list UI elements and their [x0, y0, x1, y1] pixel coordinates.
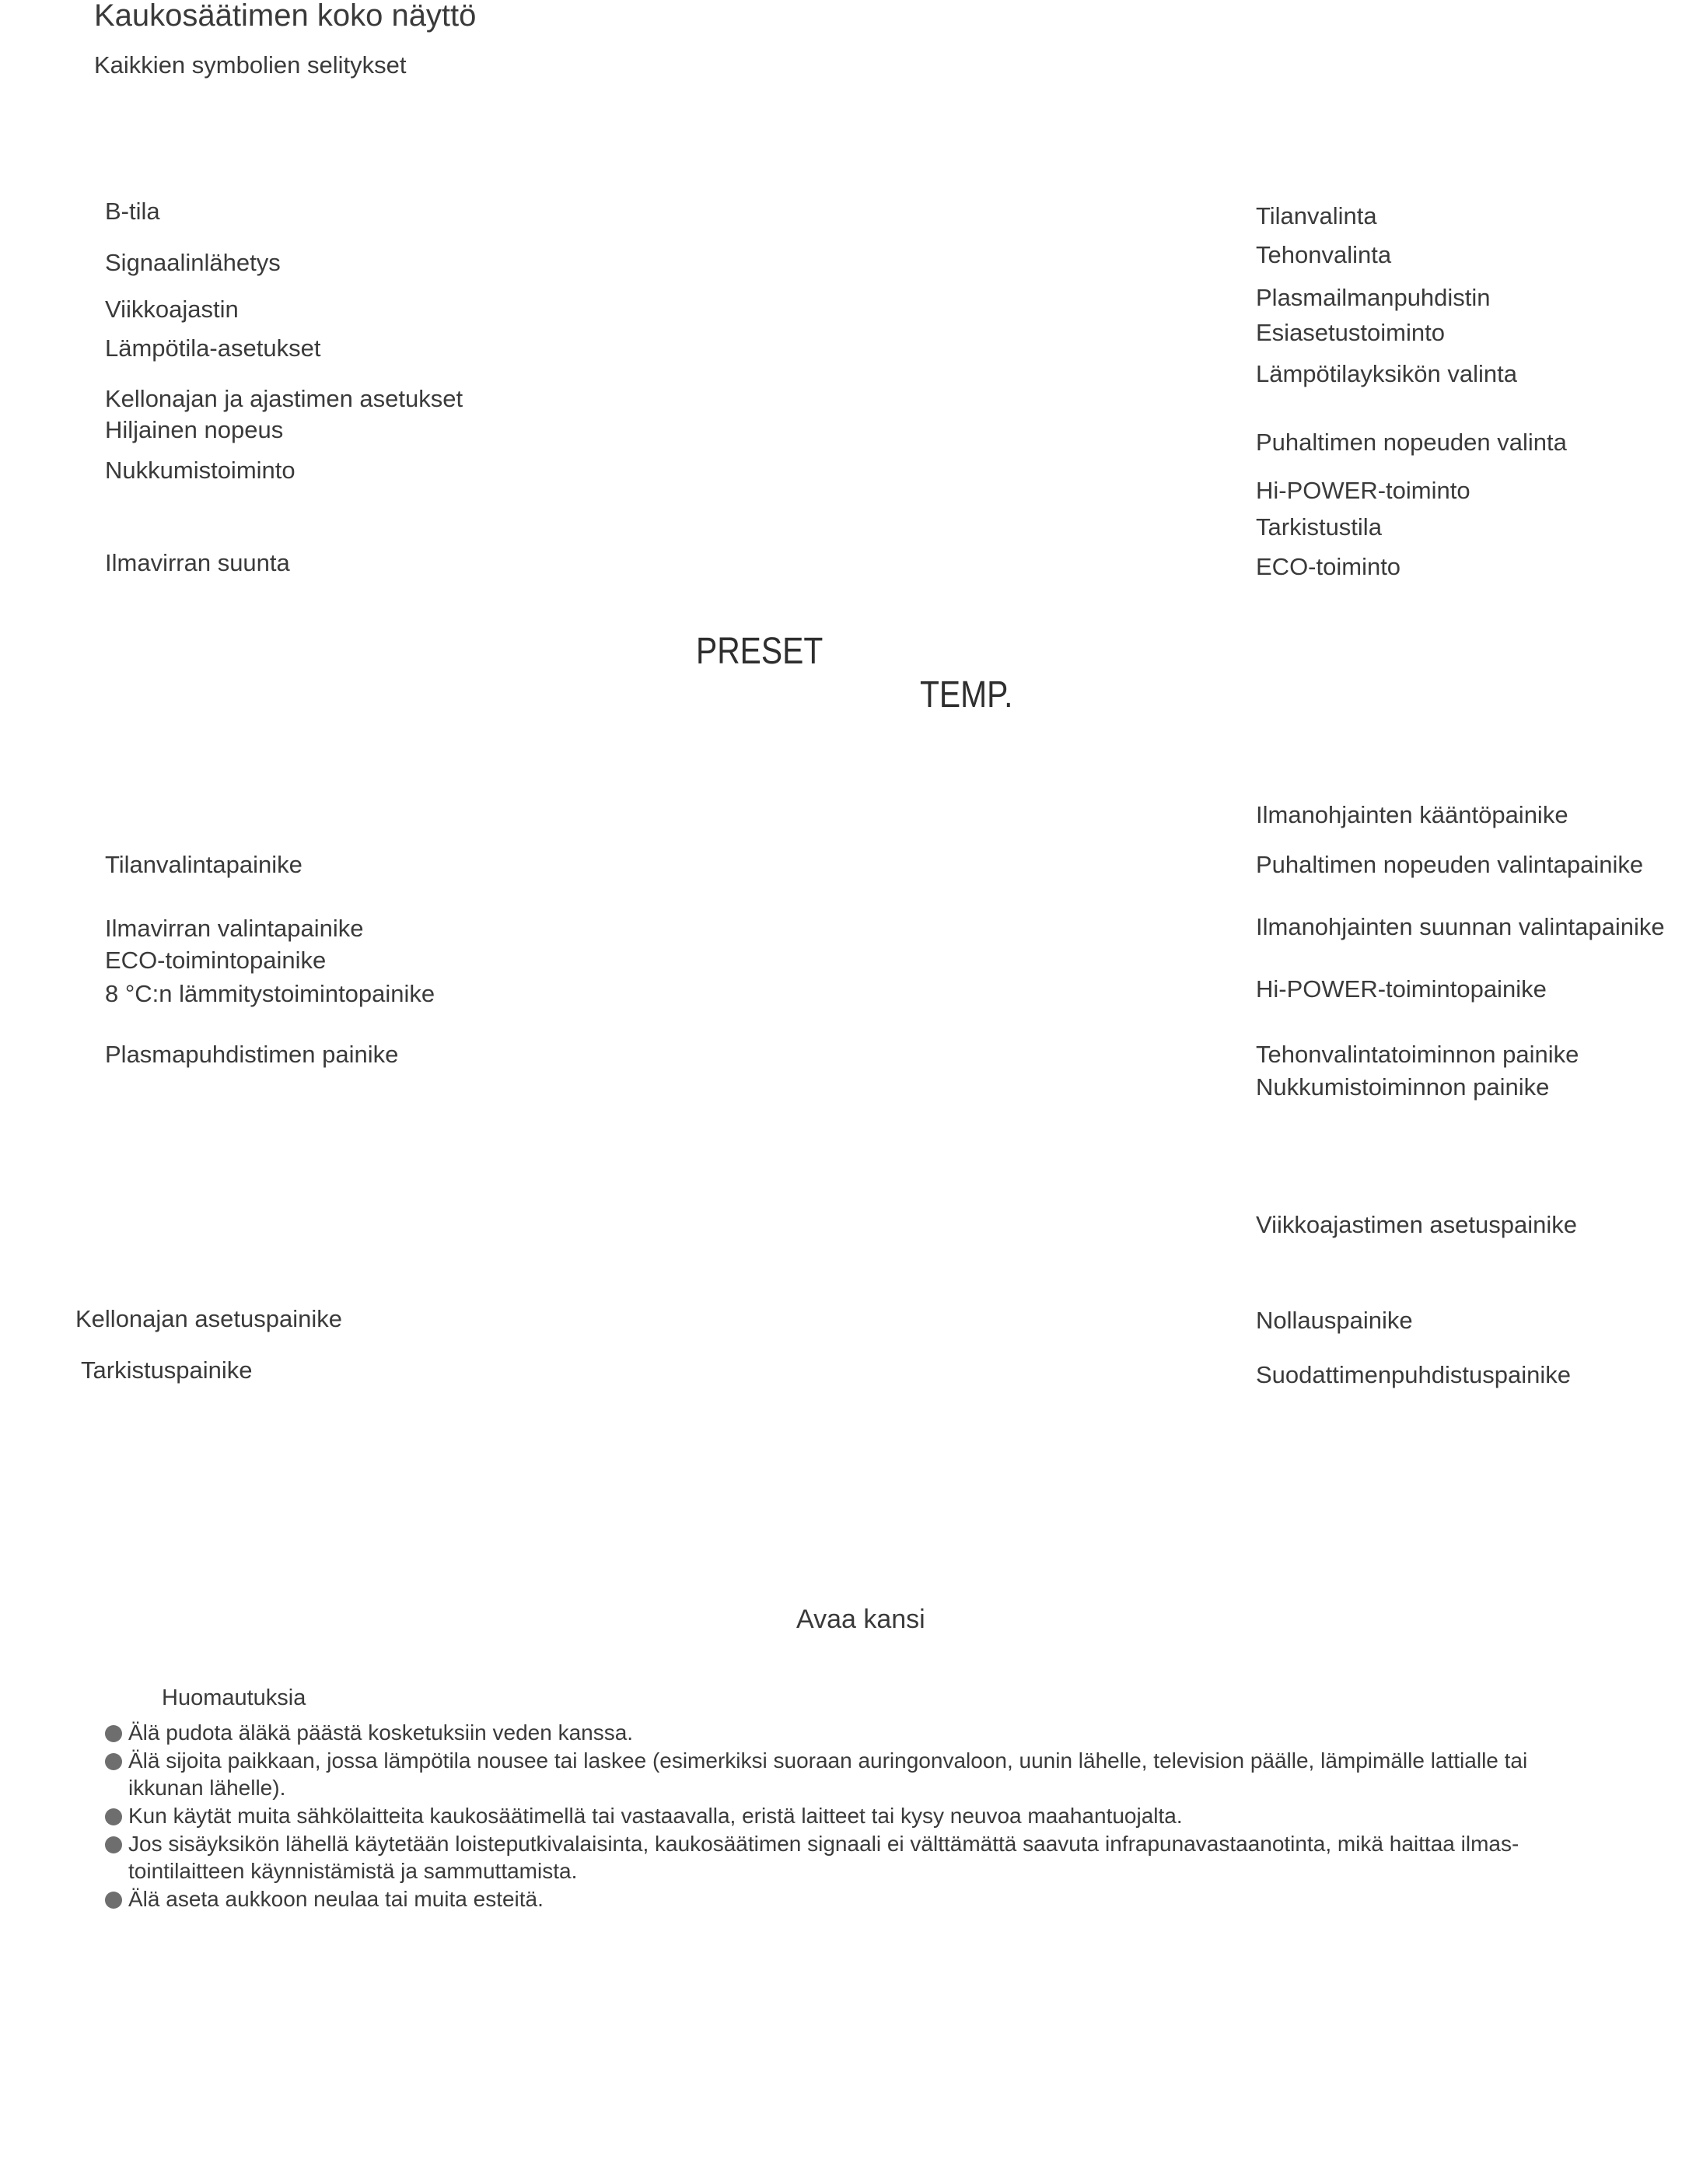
label-weekly-timer-button: Viikkoajastimen asetuspainike: [1256, 1211, 1577, 1238]
label-temperature-settings: Lämpötila-asetukset: [105, 334, 321, 362]
label-hi-power-function: Hi-POWER-toiminto: [1256, 477, 1470, 504]
label-fan-speed-button: Puhaltimen nopeuden valintapainike: [1256, 851, 1644, 878]
label-open-cover: Avaa kansi: [796, 1605, 925, 1634]
page-subtitle: Kaikkien symbolien selitykset: [94, 51, 407, 79]
label-hi-power-button: Hi-POWER-toimintopainike: [1256, 975, 1547, 1003]
label-reset-button: Nollauspainike: [1256, 1307, 1413, 1334]
label-power-select-button: Tehonvalintatoiminnon painike: [1256, 1041, 1579, 1068]
label-eco-button: ECO-toimintopainike: [105, 947, 327, 974]
bullet-icon: [105, 1892, 122, 1909]
bullet-icon: [105, 1836, 122, 1853]
label-sleep-button: Nukkumistoiminnon painike: [1256, 1073, 1550, 1101]
label-mode-button: Tilanvalintapainike: [105, 851, 302, 878]
note-text: Älä aseta aukkoon neulaa tai muita esteitä.: [128, 1887, 544, 1911]
note-text: Älä pudota äläkä päästä kosketuksiin veden kanssa.: [128, 1720, 634, 1745]
note-text: Jos sisäyksikön lähellä käytetään loisteputkivalaisinta, kaukosäätimen signaali ei välttämättä saavuta infrapunavastaanotinta, mikä haittaa ilmastointilaitteen käynnistämistä ja sammuttamista.: [128, 1832, 1519, 1883]
label-clock-timer-settings: Kellonajan ja ajastimen asetukset: [105, 385, 463, 412]
label-airflow-button: Ilmavirran valintapainike: [105, 915, 364, 942]
label-clock-button: Kellonajan asetuspainike: [75, 1305, 342, 1332]
notes-heading: Huomautuksia: [162, 1685, 306, 1710]
lcd-preset-text: PRESET: [696, 631, 824, 672]
label-plasma-button: Plasmapuhdistimen painike: [105, 1041, 399, 1068]
note-text: Kun käytät muita sähkölaitteita kaukosäätimellä tai vastaavalla, eristä laitteet tai kysy neuvoa maahantuojalta.: [128, 1804, 1183, 1828]
note-item: [105, 1802, 1582, 1829]
bullet-icon: [105, 1725, 122, 1742]
label-check-mode: Tarkistustila: [1256, 513, 1382, 541]
note-item: [105, 1885, 1582, 1913]
label-check-button: Tarkistuspainike: [81, 1356, 253, 1384]
label-louver-direction-button: Ilmanohjainten suunnan valintapainike: [1256, 913, 1665, 940]
label-preset-function: Esiasetustoiminto: [1256, 319, 1445, 346]
lcd-temp-text: TEMP.: [920, 674, 1013, 716]
label-plasma-purifier: Plasmailmanpuhdistin: [1256, 284, 1491, 311]
label-b-mode: B-tila: [105, 198, 160, 225]
bullet-icon: [105, 1808, 122, 1825]
label-sleep-function: Nukkumistoiminto: [105, 457, 295, 484]
label-fan-speed-select: Puhaltimen nopeuden valinta: [1256, 429, 1567, 456]
label-quiet-speed: Hiljainen nopeus: [105, 416, 284, 443]
label-weekly-timer: Viikkoajastin: [105, 296, 239, 323]
label-8c-heating-button: 8 °C:n lämmitystoimintopainike: [105, 980, 435, 1007]
label-louver-swing-button: Ilmanohjainten kääntöpainike: [1256, 801, 1568, 828]
bullet-icon: [105, 1753, 122, 1770]
label-airflow-direction: Ilmavirran suunta: [105, 549, 290, 576]
page-title: Kaukosäätimen koko näyttö: [94, 0, 477, 33]
notes-list: [105, 1719, 1582, 1913]
label-signal-transmission: Signaalinlähetys: [105, 249, 281, 276]
label-filter-reset-button: Suodattimenpuhdistuspainike: [1256, 1361, 1571, 1388]
label-eco-function: ECO-toiminto: [1256, 553, 1401, 580]
note-item: [105, 1719, 1582, 1746]
note-item: [105, 1747, 1582, 1801]
note-text: Älä sijoita paikkaan, jossa lämpötila nousee tai laskee (esimerkiksi suoraan auringonvaloon, uunin lähelle, television päälle, lämpimälle lattialle tai ikkunan lähelle).: [128, 1748, 1528, 1800]
label-power-select: Tehonvalinta: [1256, 241, 1392, 268]
note-item: [105, 1830, 1582, 1885]
label-temperature-unit: Lämpötilayksikön valinta: [1256, 360, 1518, 387]
label-mode-select: Tilanvalinta: [1256, 202, 1377, 229]
